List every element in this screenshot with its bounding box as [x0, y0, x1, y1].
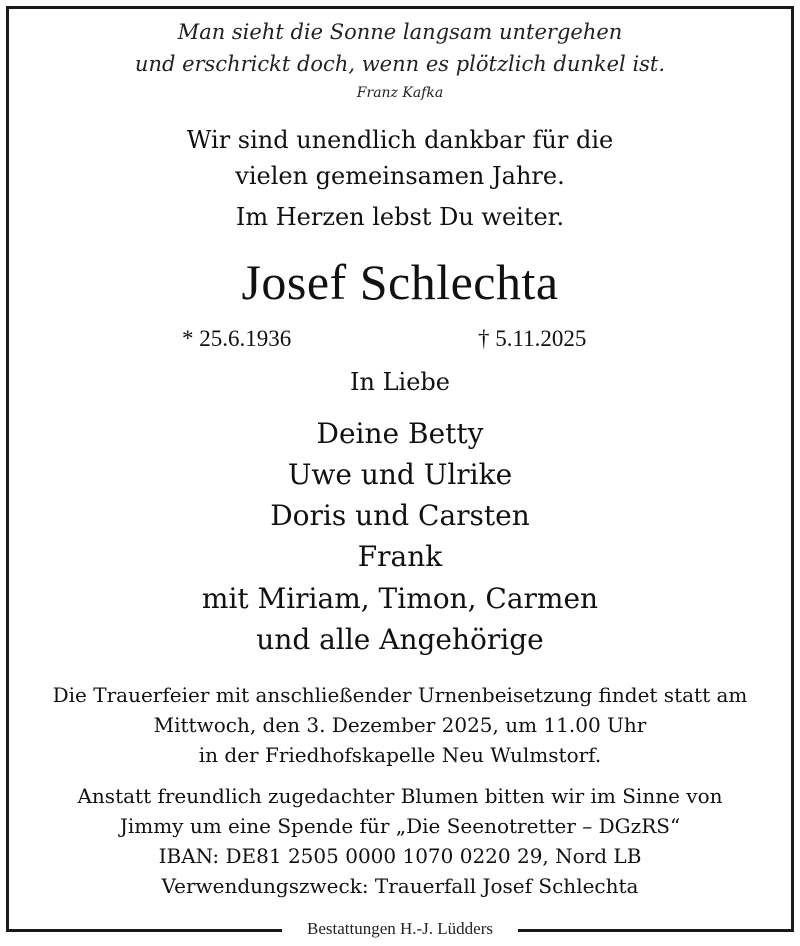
mourner-name: Uwe und Ulrike — [287, 458, 513, 491]
footer-rule-left — [6, 929, 282, 932]
donation-line-2: Jimmy um eine Spende für „Die Seenotretter – DGzRS“ — [119, 814, 681, 838]
deceased-name: Josef Schlechta — [241, 254, 559, 310]
mourner-name: Frank — [357, 540, 443, 573]
quote-author: Franz Kafka — [356, 85, 444, 101]
undertaker-label: Bestattungen H.-J. Lüdders — [282, 919, 518, 939]
quote-line-1: Man sieht die Sonne langsam untergehen — [177, 20, 623, 44]
mourner-name: Doris und Carsten — [270, 499, 530, 532]
footer-rule-right — [518, 929, 791, 932]
ceremony-line-2: Mittwoch, den 3. Dezember 2025, um 11.00 Uhr — [153, 713, 647, 737]
mourner-name: mit Miriam, Timon, Carmen — [201, 582, 599, 615]
quote-line-2: und erschrickt doch, wenn es plötzlich dunkel ist. — [134, 52, 666, 76]
gratitude-line-2: vielen gemeinsamen Jahre. — [235, 162, 565, 190]
footer — [0, 917, 800, 943]
gratitude-line-1: Wir sind unendlich dankbar für die — [186, 126, 614, 154]
birth-date: * 25.6.1936 — [182, 326, 292, 351]
mourners-intro: In Liebe — [350, 368, 450, 396]
mourner-name: Deine Betty — [316, 417, 484, 450]
donation-reference: Verwendungszweck: Trauerfall Josef Schlechta — [161, 874, 639, 898]
ceremony-line-1: Die Trauerfeier mit anschließender Urnenbeisetzung findet statt am — [52, 683, 748, 707]
donation-line-1: Anstatt freundlich zugedachter Blumen bitten wir im Sinne von — [77, 784, 723, 808]
ceremony-line-3: in der Friedhofskapelle Neu Wulmstorf. — [198, 743, 602, 767]
donation-iban: IBAN: DE81 2505 0000 1070 0220 29, Nord LB — [158, 844, 642, 868]
mourner-name: und alle Angehörige — [256, 623, 544, 656]
death-date: † 5.11.2025 — [478, 326, 587, 351]
gratitude-line-3: Im Herzen lebst Du weiter. — [235, 203, 565, 231]
